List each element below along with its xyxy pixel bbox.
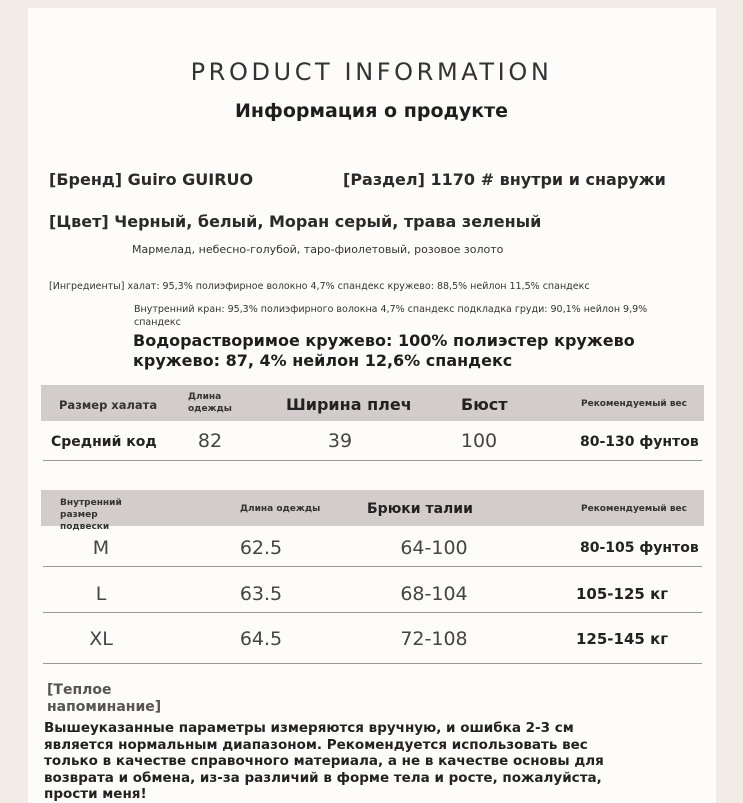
t2-row3-weight: 125-145 кг <box>576 630 669 648</box>
t2-row3-length: 64.5 <box>239 628 283 650</box>
t2-row2-size: L <box>95 583 107 605</box>
t2-header-weight: Рекомендуемый вес <box>581 504 687 514</box>
t1-cell-size: Средний код <box>51 434 157 450</box>
t2-row1-length: 62.5 <box>239 537 283 559</box>
note-title: [Теплое напоминание] <box>47 682 162 715</box>
t1-header-weight: Рекомендуемый вес <box>581 399 687 409</box>
title-russian: Информация о продукте <box>234 100 509 122</box>
table2-divider-3 <box>43 663 702 664</box>
t2-row2-weight: 105-125 кг <box>576 585 669 603</box>
section-text: [Раздел] 1170 # внутри и снаружи <box>343 170 666 189</box>
inner-line-1: Внутренний кран: 95,3% полиэфирного волокна 4,7% спандекс подкладка груди: 90,1% нейлон 9,9% <box>134 304 648 315</box>
note-text: Вышеуказанные параметры измеряются вручную, и ошибка 2-3 см является нормальным диапазоном. Рекомендуется использовать вес только в качестве справочного материала, а не в качестве основы для возврата и обмена, из-за различий в форме тела и росте, пожалуйста, прости меня! <box>44 720 604 802</box>
table1-divider <box>43 460 702 461</box>
t2-row1-size: M <box>92 537 110 559</box>
t2-row1-weight: 80-105 фунтов <box>580 540 699 556</box>
t2-header-waist: Брюки талии <box>367 501 473 517</box>
ingredients-text: [Ингредиенты] халат: 95,3% полиэфирное волокно 4,7% спандекс кружево: 88,5% нейлон 11,5% спандекс <box>49 281 590 292</box>
t2-row1-waist: 64-100 <box>400 537 468 559</box>
title-english: PRODUCT INFORMATION <box>190 58 553 86</box>
t1-cell-weight: 80-130 фунтов <box>580 434 699 450</box>
t1-header-size: Размер халата <box>59 398 158 412</box>
t2-row2-length: 63.5 <box>239 583 283 605</box>
t2-row3-waist: 72-108 <box>400 628 468 650</box>
t2-header-length: Длина одежды <box>240 504 321 514</box>
t1-cell-bust: 100 <box>460 430 498 452</box>
t1-header-bust: Бюст <box>461 395 508 414</box>
lace-text: Водорастворимое кружево: 100% полиэстер кружево кружево: 87, 4% нейлон 12,6% спандекс <box>133 331 635 370</box>
color-text: [Цвет] Черный, белый, Моран серый, трава зеленый <box>49 212 542 231</box>
color-more-text: Мармелад, небесно-голубой, таро-фиолетовый, розовое золото <box>132 243 504 256</box>
t2-header-size: Внутренний размер подвески <box>60 498 122 532</box>
table2-divider-1 <box>43 566 702 567</box>
t2-row2-waist: 68-104 <box>400 583 468 605</box>
t1-cell-length: 82 <box>197 430 223 452</box>
t1-header-length: Длина одежды <box>188 392 232 414</box>
t1-header-shoulder: Ширина плеч <box>286 395 412 414</box>
t2-row3-size: XL <box>89 628 113 650</box>
table2-divider-2 <box>43 612 702 613</box>
t1-cell-shoulder: 39 <box>327 430 353 452</box>
inner-line-2: спандекс <box>134 317 181 328</box>
brand-text: [Бренд] Guiro GUIRUO <box>49 170 254 189</box>
